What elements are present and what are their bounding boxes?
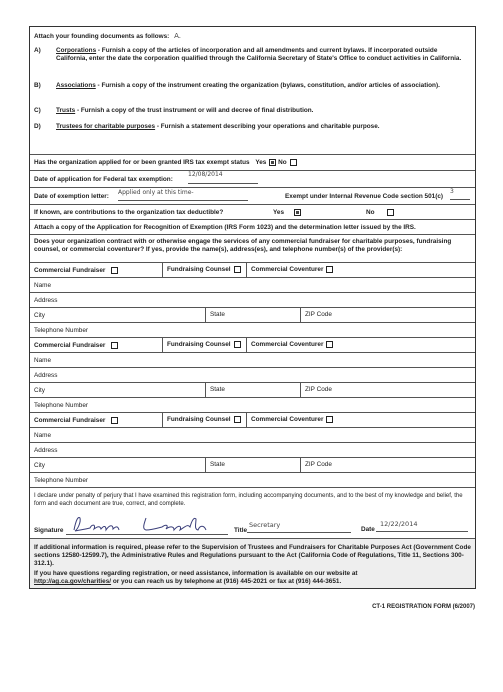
fundraising-counsel-checkbox[interactable] — [234, 266, 241, 273]
exemption-letter-field[interactable]: Applied only at this time- — [118, 189, 248, 201]
provider-address-row[interactable]: Address — [30, 293, 475, 308]
zip-field[interactable]: ZIP Code — [300, 383, 475, 397]
form-id: CT-1 REGISTRATION FORM (6/2007) — [372, 604, 475, 610]
provider-phone-row[interactable]: Telephone Number — [30, 323, 475, 338]
item-trusts: Trusts - Furnish a copy of the trust instrument or will and decree of final distribution. — [56, 107, 314, 114]
provider-phone-row[interactable]: Telephone Number — [30, 398, 475, 413]
deductible-no-checkbox[interactable] — [387, 209, 394, 216]
provider-phone-row[interactable]: Telephone Number — [30, 473, 475, 488]
application-date-row: Date of application for Federal tax exemption: 12/08/2014 — [30, 171, 475, 188]
fundraising-counsel-checkbox[interactable] — [234, 416, 241, 423]
deductible-yes-checkbox[interactable] — [294, 209, 301, 216]
state-field[interactable]: State — [205, 458, 300, 472]
declaration-text: I declare under penalty of perjury that I have examined this registration form, including accompanying documents, and to the best of my knowledge and belief, the form and each document are true, correct, and complete. — [34, 493, 463, 507]
founding-docs-heading: Attach your founding documents as follows: A. — [34, 32, 181, 40]
provider-name-row[interactable]: Name — [30, 428, 475, 443]
contact-text: If you have questions regarding registration, or need assistance, information is available on our website at http://ag.ca.gov/charities/ or you can reach us by telephone at (916) 445-2021 or fax at (916) 444-3651. — [34, 570, 358, 585]
commercial-fundraiser-checkbox[interactable] — [111, 417, 118, 424]
zip-field[interactable]: ZIP Code — [300, 458, 475, 472]
city-field[interactable]: City — [34, 387, 46, 394]
section-501c-field[interactable]: 3 — [450, 188, 470, 200]
handwritten-signature — [66, 514, 226, 534]
provider-address-row[interactable]: Address — [30, 368, 475, 383]
signature-field[interactable] — [66, 514, 228, 535]
city-field[interactable]: City — [34, 312, 46, 319]
item-letter-a: A) — [34, 47, 41, 54]
provider-name-row[interactable]: Name — [30, 353, 475, 368]
tax-deductible-row: If known, are contributions to the organization tax deductible? Yes No — [30, 205, 475, 220]
founding-documents-section — [30, 27, 475, 155]
registration-form — [29, 26, 476, 589]
website-link[interactable]: http://ag.ca.gov/charities/ — [34, 578, 112, 585]
item-corporations: Corporations - Furnish a copy of the articles of incorporation and all amendments and current bylaws. If incorporated outside California, enter the date the corporation qualified through the California Secretary of State's Office to conduct activities in California. — [56, 47, 462, 62]
city-field[interactable]: City — [34, 462, 46, 469]
zip-field[interactable]: ZIP Code — [300, 308, 475, 322]
commercial-coventurer-checkbox[interactable] — [326, 266, 333, 273]
provider-address-row[interactable]: Address — [30, 443, 475, 458]
founding-docs-answer[interactable]: A. — [174, 32, 181, 40]
provider-type-row: Commercial Fundraiser Fundraising Counsel Commercial Coventurer — [30, 413, 475, 428]
item-trustees: Trustees for charitable purposes - Furnish a statement describing your operations and charitable purpose. — [56, 123, 380, 130]
item-letter-d: D) — [34, 123, 41, 130]
state-field[interactable]: State — [205, 308, 300, 322]
fundraiser-question-row: Does your organization contract with or otherwise engage the services of any commercial fundraiser for charitable purposes, fundraising counsel, or commercial coventurer? If yes, provide the name(s), address(es), and telephone number(s) of the provider(s): — [30, 235, 475, 263]
commercial-coventurer-checkbox[interactable] — [326, 341, 333, 348]
item-associations: Associations - Furnish a copy of the instrument creating the organization (bylaws, constitution, and/or articles of association). — [56, 82, 440, 89]
declaration-section: I declare under penalty of perjury that I have examined this registration form, including accompanying documents, and to the best of my knowledge and belief, the form and each document are true, correct, and complete. Signature Title Secretary Date 12/22/2014 — [30, 488, 475, 539]
provider-city-row — [30, 383, 475, 398]
irs-no-checkbox[interactable] — [290, 159, 297, 166]
irs-status-row: Has the organization applied for or been granted IRS tax exempt status Yes No — [30, 155, 475, 171]
provider-city-row — [30, 308, 475, 323]
commercial-fundraiser-checkbox[interactable] — [111, 342, 118, 349]
commercial-coventurer-checkbox[interactable] — [326, 416, 333, 423]
provider-type-row: Commercial Fundraiser Fundraising Counsel Commercial Coventurer — [30, 263, 475, 278]
exemption-letter-row: Date of exemption letter: Applied only at this time- Exempt under Internal Revenue Code section 501(c) 3 — [30, 188, 475, 205]
state-field[interactable]: State — [205, 383, 300, 397]
provider-city-row — [30, 458, 475, 473]
provider-type-row: Commercial Fundraiser Fundraising Counsel Commercial Coventurer — [30, 338, 475, 353]
date-field[interactable]: 12/22/2014 — [376, 518, 468, 532]
title-field[interactable]: Secretary — [247, 518, 351, 533]
irs-yes-checkbox[interactable] — [269, 159, 276, 166]
attach-irs-row: Attach a copy of the Application for Recognition of Exemption (IRS Form 1023) and the determination letter issued by the IRS. — [30, 220, 475, 235]
item-letter-c: C) — [34, 107, 41, 114]
info-text: If additional information is required, please refer to the Supervision of Trustees and Fundraisers for Charitable Purposes Act (Government Code sections 12580-12599.7), the Administrative Rules and Regulations pursuant to the Act (California Code of Regulations, Title 11, Sections 300-312.1). — [34, 544, 471, 567]
commercial-fundraiser-checkbox[interactable] — [111, 267, 118, 274]
provider-name-row[interactable]: Name — [30, 278, 475, 293]
item-letter-b: B) — [34, 82, 41, 89]
fundraising-counsel-checkbox[interactable] — [234, 341, 241, 348]
info-section — [30, 539, 475, 588]
application-date-field[interactable]: 12/08/2014 — [188, 171, 258, 184]
